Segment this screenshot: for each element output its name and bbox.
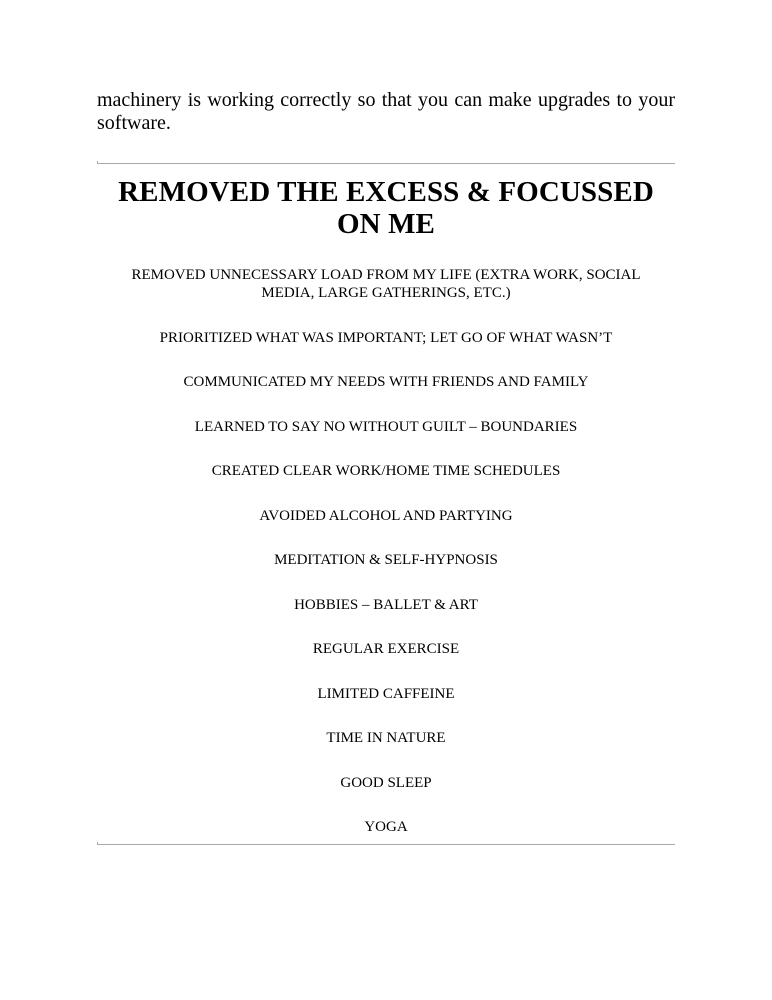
list-item: REMOVED UNNECESSARY LOAD FROM MY LIFE (EXTRA WORK, SOCIAL MEDIA, LARGE GATHERINGS, ETC.) [131,267,641,301]
list-item: PRIORITIZED WHAT WAS IMPORTANT; LET GO OF WHAT WASN’T [159,329,613,346]
bottom-divider [97,844,675,845]
section-heading: REMOVED THE EXCESS & FOCUSSED ON ME [118,176,654,240]
list-item: GOOD SLEEP [340,774,432,791]
list-item: YOGA [364,819,408,835]
focus-list [97,266,675,836]
list-item: CREATED CLEAR WORK/HOME TIME SCHEDULES [211,463,561,479]
list-item: REGULAR EXERCISE [312,641,460,657]
intro-paragraph: machinery is working correctly so that you can make upgrades to your software. [97,89,675,134]
list-item: HOBBIES – BALLET & ART [294,596,478,613]
list-item: LIMITED CAFFEINE [317,685,455,702]
list-item: LEARNED TO SAY NO WITHOUT GUILT – BOUNDARIES [194,418,578,435]
document-page [97,0,675,845]
list-item: MEDITATION & SELF-HYPNOSIS [274,552,498,568]
list-item: COMMUNICATED MY NEEDS WITH FRIENDS AND FAMILY [183,374,589,390]
top-divider [97,163,675,164]
list-item: AVOIDED ALCOHOL AND PARTYING [259,507,513,524]
list-item: TIME IN NATURE [326,730,446,746]
